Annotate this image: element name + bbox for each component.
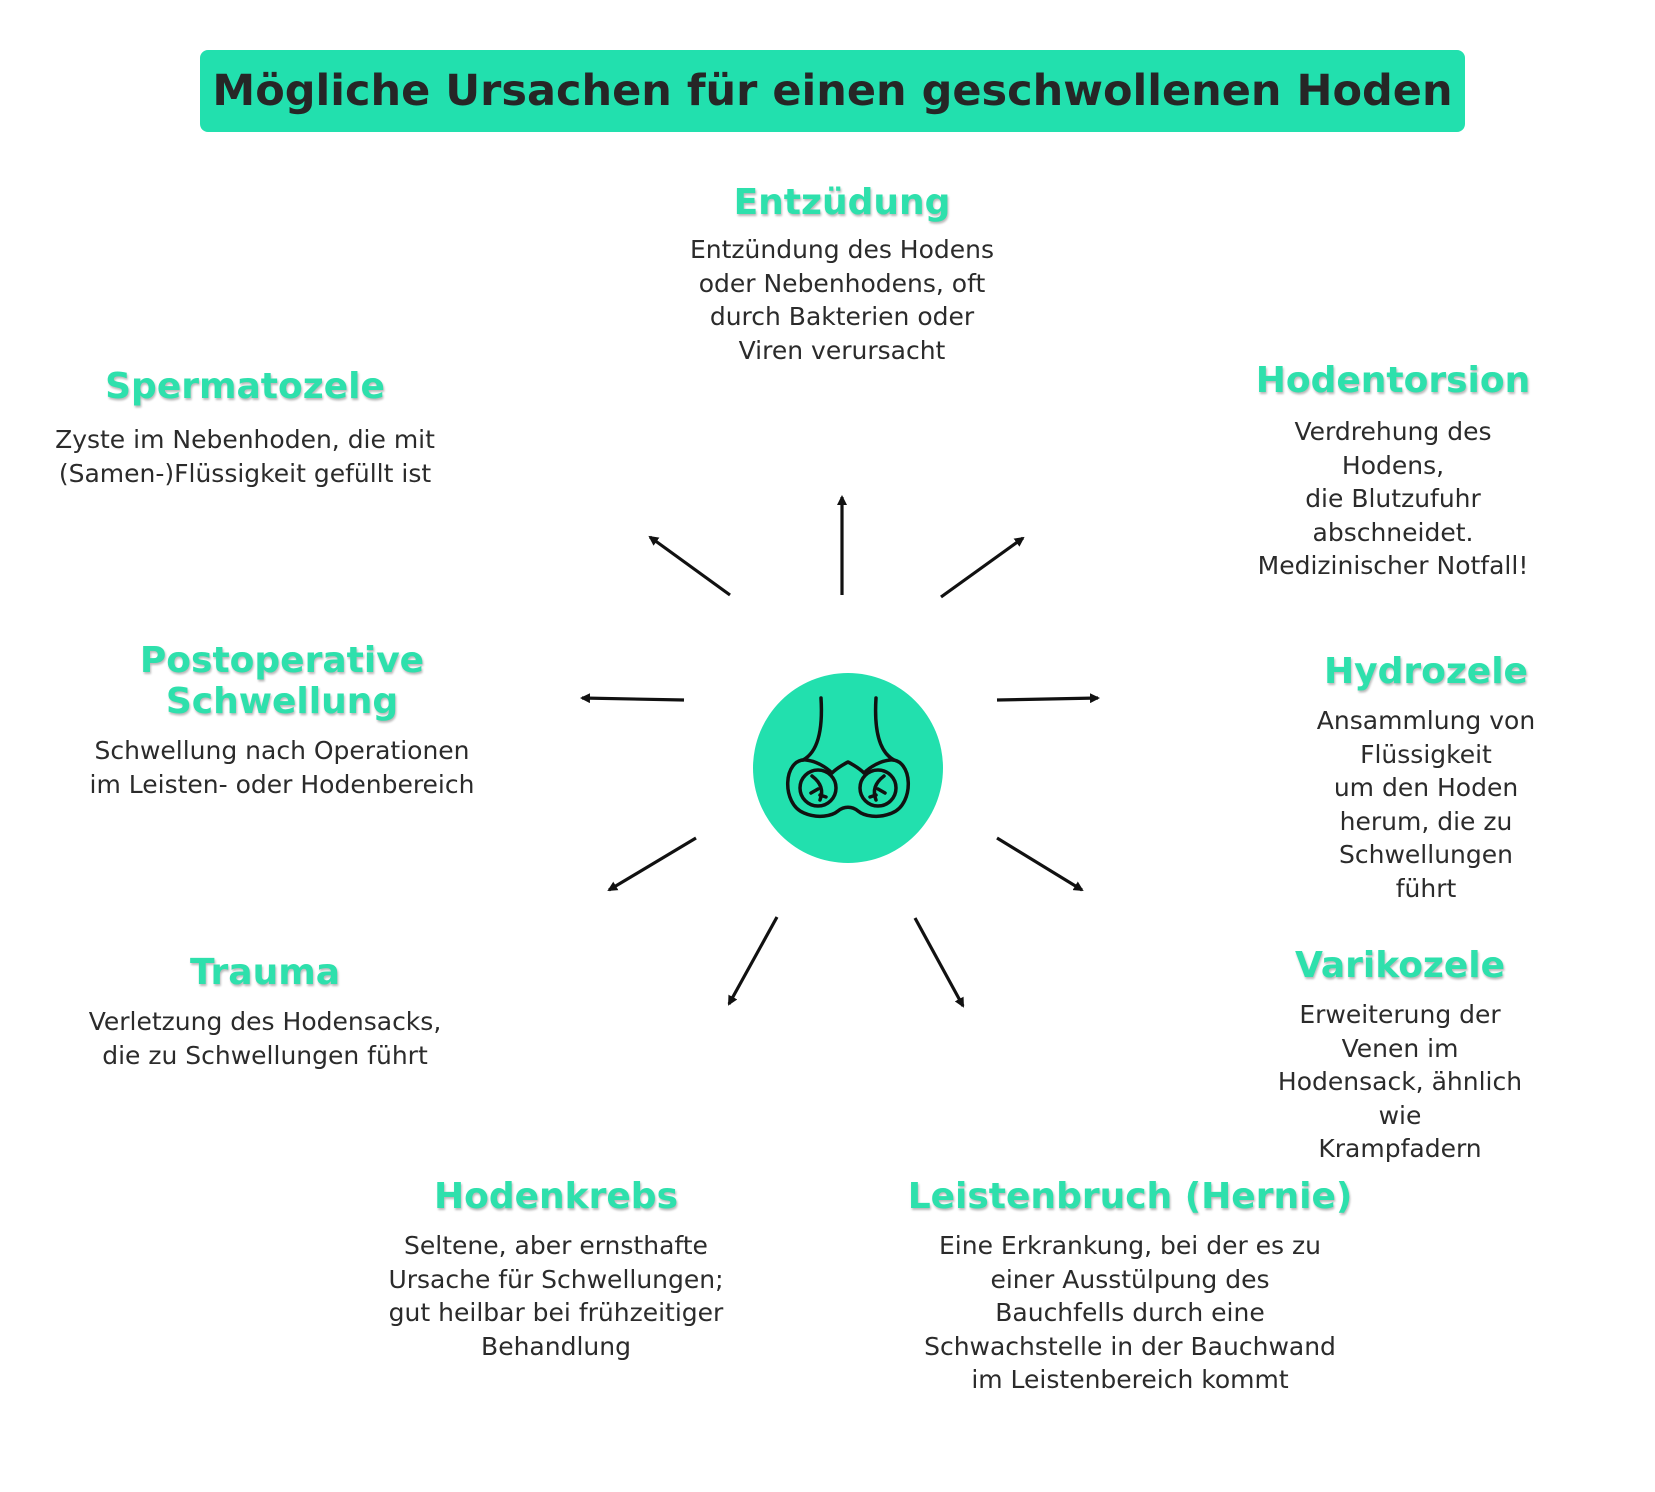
cause-title: Trauma xyxy=(189,952,341,993)
cause-description: Zyste im Nebenhoden, die mit (Samen-)Flüssigkeit gefüllt ist xyxy=(55,425,435,488)
page-title: Mögliche Ursachen für einen geschwollenen Hoden xyxy=(212,66,1453,116)
center-circle xyxy=(753,673,943,863)
cause-description: Eine Erkrankung, bei der es zu einer Ausstülpung des Bauchfells durch eine Schwachstelle in der Bauchwand im Leistenbereich kommt xyxy=(924,1231,1336,1394)
cause-spermatozele xyxy=(55,366,435,490)
cause-description: Entzündung des Hodens oder Nebenhodens, oft durch Bakterien oder Viren verursacht xyxy=(689,235,995,365)
cause-description: Verletzung des Hodensacks, die zu Schwellungen führt xyxy=(88,1007,442,1070)
cause-title: Postoperative Schwellung xyxy=(139,640,425,722)
arrow-spermatozele xyxy=(650,537,730,595)
cause-description: Schwellung nach Operationen im Leisten- oder Hodenbereich xyxy=(89,736,475,799)
cause-description: Ansammlung von Flüssigkeit um den Hoden herum, die zu Schwellungen führt xyxy=(1316,706,1536,903)
arrow-hodentorsion xyxy=(941,538,1023,597)
cause-hydrozele xyxy=(1312,651,1541,905)
arrow-leistenbruch xyxy=(915,918,963,1006)
cause-entzuendung xyxy=(690,182,994,367)
center-icon xyxy=(753,673,943,863)
cause-hodenkrebs xyxy=(388,1176,723,1363)
cause-postoperative xyxy=(90,640,475,801)
cause-title: Hodentorsion xyxy=(1255,360,1531,401)
cause-description: Erweiterung der Venen im Hodensack, ähnlich wie Krampfadern xyxy=(1277,1000,1523,1163)
cause-title: Hydrozele xyxy=(1324,651,1528,692)
arrow-postoperative xyxy=(582,698,684,700)
arrow-trauma xyxy=(609,838,696,890)
cause-title: Varikozele xyxy=(1294,945,1506,986)
arrow-hydrozele xyxy=(997,698,1098,700)
arrow-varikozele xyxy=(997,838,1082,890)
arrow-hodenkrebs xyxy=(729,917,777,1004)
cause-title: Spermatozele xyxy=(105,366,385,407)
cause-trauma xyxy=(89,952,442,1072)
cause-hodentorsion xyxy=(1256,360,1531,583)
cause-leistenbruch xyxy=(908,1176,1353,1397)
cause-description: Seltene, aber ernsthafte Ursache für Schwellungen; gut heilbar bei frühzeitiger Behandlung xyxy=(388,1231,724,1361)
cause-title: Leistenbruch (Hernie) xyxy=(907,1176,1353,1217)
cause-title: Entzüdung xyxy=(733,182,951,223)
cause-title: Hodenkrebs xyxy=(434,1176,678,1217)
cause-varikozele xyxy=(1273,945,1528,1166)
cause-description: Verdrehung des Hodens, die Blutzufuhr abschneidet. Medizinischer Notfall! xyxy=(1257,417,1529,580)
